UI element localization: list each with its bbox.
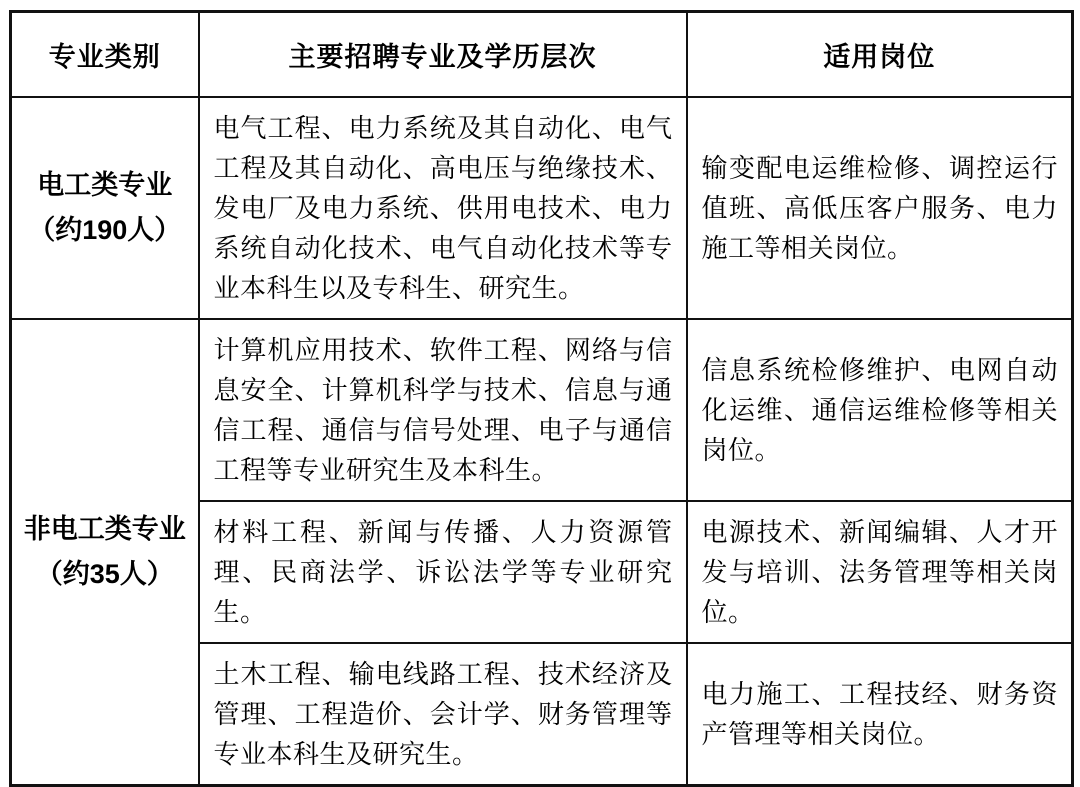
category-count: （约35人） <box>35 558 174 589</box>
table-row-nonelectrical-it <box>11 319 1073 501</box>
table-row-electrical <box>11 97 1073 319</box>
majors-cell-civil: 土木工程、输电线路工程、技术经济及管理、工程造价、会计学、财务管理等专业本科生及研究生。 <box>199 643 687 786</box>
majors-cell-electrical: 电气工程、电力系统及其自动化、电气工程及其自动化、高电压与绝缘技术、发电厂及电力系统、供用电技术、电力系统自动化技术、电气自动化技术等专业本科生以及专科生、研究生。 <box>199 97 687 319</box>
header-majors: 主要招聘专业及学历层次 <box>199 12 687 97</box>
positions-cell-civil: 电力施工、工程技经、财务资产管理等相关岗位。 <box>687 643 1073 786</box>
recruitment-table <box>9 10 1074 787</box>
category-cell-electrical <box>11 97 199 319</box>
header-row <box>11 12 1073 97</box>
positions-cell-electrical: 输变配电运维检修、调控运行值班、高低压客户服务、电力施工等相关岗位。 <box>687 97 1073 319</box>
header-positions: 适用岗位 <box>687 12 1073 97</box>
positions-cell-it: 信息系统检修维护、电网自动化运维、通信运维检修等相关岗位。 <box>687 319 1073 501</box>
header-category: 专业类别 <box>11 12 199 97</box>
category-name: 非电工类专业 <box>23 513 186 544</box>
category-count: （约190人） <box>28 214 182 245</box>
category-cell-nonelectrical <box>11 319 199 786</box>
majors-cell-admin: 材料工程、新闻与传播、人力资源管理、民商法学、诉讼法学等专业研究生。 <box>199 501 687 643</box>
positions-cell-admin: 电源技术、新闻编辑、人才开发与培训、法务管理等相关岗位。 <box>687 501 1073 643</box>
majors-cell-it: 计算机应用技术、软件工程、网络与信息安全、计算机科学与技术、信息与通信工程、通信与信号处理、电子与通信工程等专业研究生及本科生。 <box>199 319 687 501</box>
category-name: 电工类专业 <box>37 169 173 200</box>
recruitment-table-container <box>9 10 1074 787</box>
